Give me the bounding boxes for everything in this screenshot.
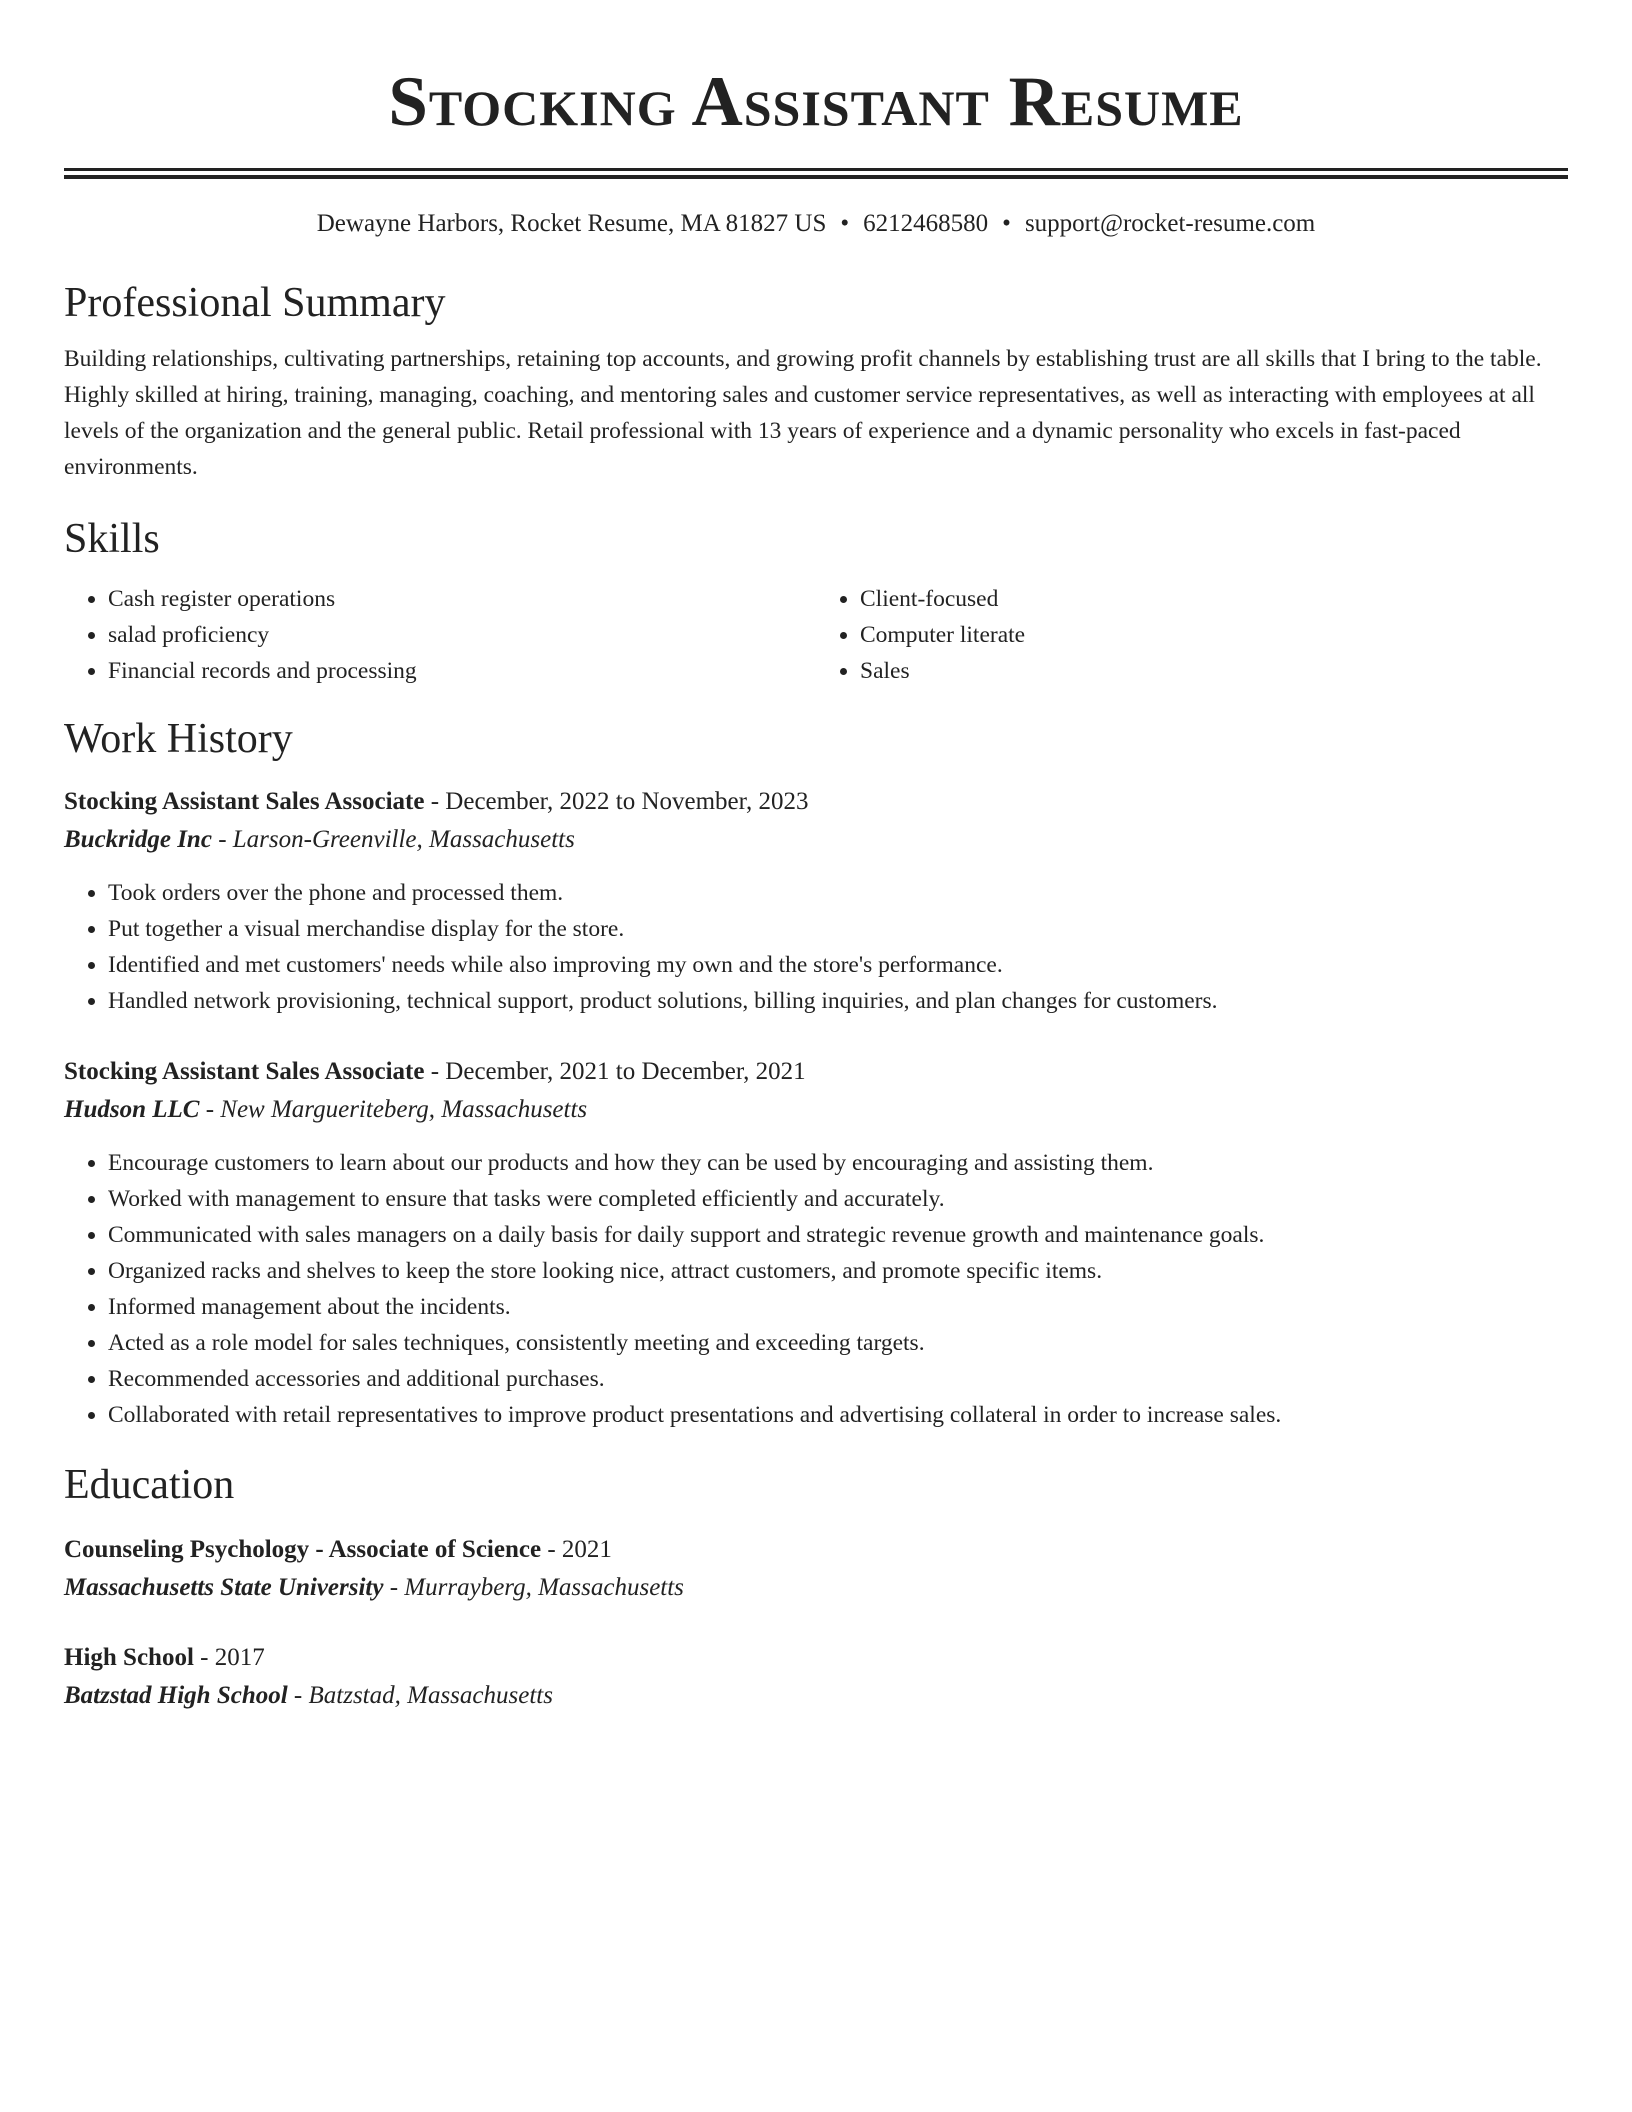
contact-address: Dewayne Harbors, Rocket Resume, MA 81827 US (316, 210, 827, 237)
school-name: Massachusetts State University (64, 1574, 384, 1601)
job-entry (64, 1053, 1568, 1433)
employer-line (64, 821, 1568, 859)
degree-year: - 2021 (541, 1536, 612, 1563)
education-heading: Education (64, 1462, 235, 1508)
contact-separator: • (1002, 210, 1011, 237)
job-title: Stocking Assistant Sales Associate (64, 788, 425, 815)
job-bullet: • Recommended accessories and additional purchases. (108, 1361, 1568, 1397)
education-entry (64, 1531, 1568, 1607)
school-line (64, 1677, 1568, 1715)
skills-list (64, 581, 1568, 689)
employer-name: Buckridge Inc (64, 826, 212, 853)
job-bullet: • Organized racks and shelves to keep the store looking nice, attract customers, and promote specific items. (108, 1253, 1568, 1289)
job-title-line (64, 783, 1568, 821)
job-bullet: • Acted as a role model for sales techniques, consistently meeting and exceeding targets. (108, 1325, 1568, 1361)
skills-column-right (816, 581, 1568, 689)
employer-name: Hudson LLC (64, 1096, 200, 1123)
job-bullet: • Collaborated with retail representatives to improve product presentations and advertising collateral in order to increase sales. (108, 1397, 1568, 1433)
contact-phone: 6212468580 (863, 210, 989, 237)
degree-line (64, 1639, 1568, 1677)
skill-item: • Financial records and processing (108, 653, 816, 689)
employer-line (64, 1091, 1568, 1129)
school-location: - Batzstad, Massachusetts (287, 1682, 553, 1709)
job-dates: - December, 2022 to November, 2023 (424, 788, 809, 815)
job-title-line (64, 1053, 1568, 1091)
skill-item: • Sales (860, 653, 1568, 689)
degree-name: Counseling Psychology - Associate of Science (64, 1536, 542, 1563)
school-location: - Murrayberg, Massachusetts (383, 1574, 684, 1601)
summary-heading: Professional Summary (64, 280, 446, 326)
job-bullet: • Worked with management to ensure that tasks were completed efficiently and accurately. (108, 1181, 1568, 1217)
degree-year: - 2017 (193, 1644, 265, 1671)
contact-email: support@rocket-resume.com (1024, 210, 1316, 237)
skill-item: • Computer literate (860, 617, 1568, 653)
work-history-heading: Work History (64, 716, 293, 762)
skill-item: • Cash register operations (108, 581, 816, 617)
title-divider (64, 168, 1568, 179)
job-bullets (64, 1145, 1568, 1433)
school-name: Batzstad High School (64, 1682, 288, 1709)
job-bullet: • Communicated with sales managers on a daily basis for daily support and strategic revenue growth and maintenance goals. (108, 1217, 1568, 1253)
job-bullet: • Handled network provisioning, technical support, product solutions, billing inquiries, and plan changes for customers. (108, 983, 1568, 1019)
employer-location: - Larson-Greenville, Massachusetts (211, 826, 575, 853)
skill-item: • salad proficiency (108, 617, 816, 653)
degree-line (64, 1531, 1568, 1569)
school-line (64, 1569, 1568, 1607)
job-bullets (64, 875, 1568, 1019)
job-bullet: • Identified and met customers' needs while also improving my own and the store's performance. (108, 947, 1568, 983)
skills-column-left (64, 581, 816, 689)
job-dates: - December, 2021 to December, 2021 (424, 1058, 806, 1085)
skills-heading: Skills (64, 516, 160, 562)
contact-separator: • (840, 210, 850, 237)
job-bullet: • Put together a visual merchandise display for the store. (108, 911, 1568, 947)
summary-text: Building relationships, cultivating partnerships, retaining top accounts, and growing profit channels by establishing trust are all skills that I bring to the table. Highly skilled at hiring, training, managing, coaching, and mentoring sales and customer service representatives, as well as interacting with employees at all levels of the organization and the general public. Retail professional with 13 years of experience and a dynamic personality who excels in fast-paced environments. (64, 346, 1542, 480)
job-bullet: • Encourage customers to learn about our products and how they can be used by encouraging and assisting them. (108, 1145, 1568, 1181)
degree-name: High School (64, 1644, 194, 1671)
skill-item: • Client-focused (860, 581, 1568, 617)
job-title: Stocking Assistant Sales Associate (64, 1058, 425, 1085)
job-entry (64, 783, 1568, 1019)
education-entry (64, 1639, 1568, 1715)
employer-location: - New Margueriteberg, Massachusetts (199, 1096, 588, 1123)
job-bullet: • Informed management about the incidents. (108, 1289, 1568, 1325)
job-bullet: • Took orders over the phone and processed them. (108, 875, 1568, 911)
resume-title: Stocking Assistant Resume (388, 63, 1244, 141)
contact-line (64, 207, 1568, 241)
